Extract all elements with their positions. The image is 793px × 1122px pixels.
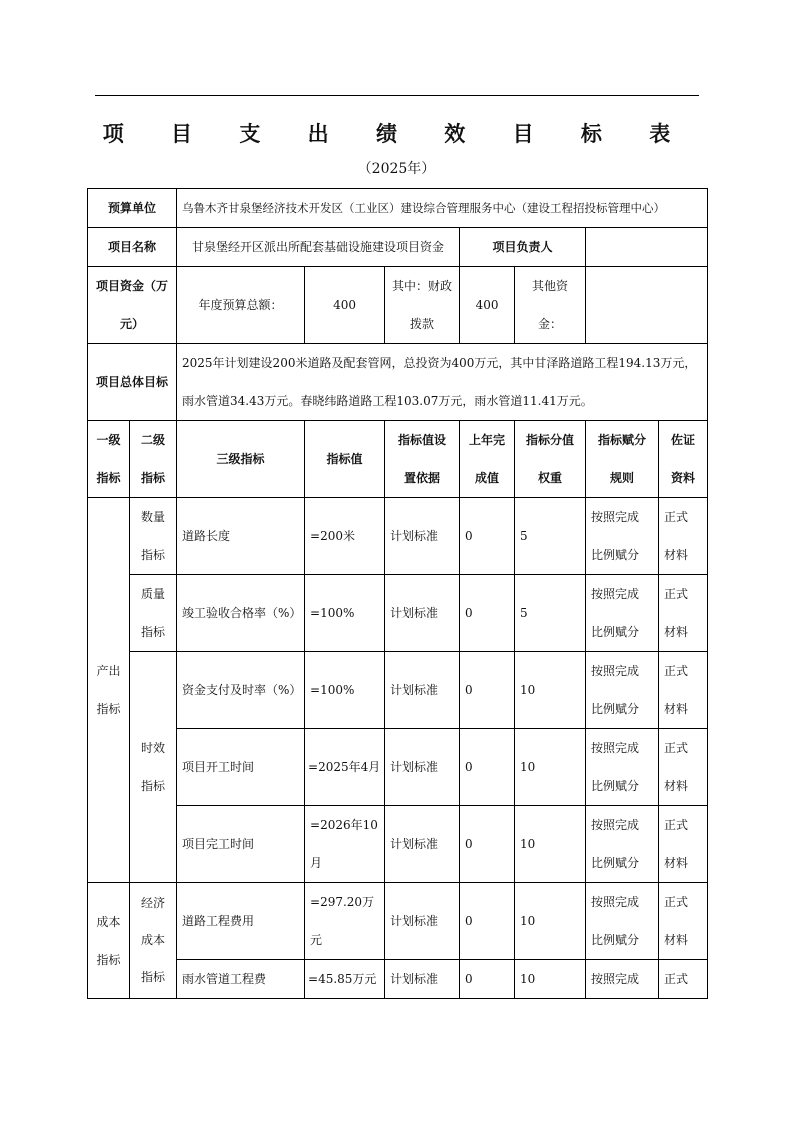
budget-unit-row	[88, 189, 708, 228]
indicator-rule-b: 比例赋分	[591, 548, 640, 562]
indicator-rule	[586, 806, 659, 883]
col-level3: 三级指标	[177, 421, 305, 498]
indicator-weight: 10	[515, 960, 586, 999]
indicator-evidence	[659, 652, 708, 729]
indicator-rule	[586, 729, 659, 806]
indicator-weight: 10	[515, 729, 586, 806]
goal-line2: 雨水管道34.43万元。春晓纬路道路工程103.07万元，雨水管道11.41万元。	[182, 394, 593, 408]
budget-unit-value: 乌鲁木齐甘泉堡经济技术开发区（工业区）建设综合管理服务中心（建设工程招投标管理中心）	[177, 189, 708, 228]
performance-table	[87, 188, 708, 999]
indicator-name: 竣工验收合格率（%）	[177, 575, 305, 652]
indicator-evidence-a: 正式	[664, 664, 689, 678]
indicator-weight: 10	[515, 652, 586, 729]
annual-budget-label: 年度预算总额：	[177, 267, 305, 344]
indicator-evidence	[659, 498, 708, 575]
project-lead-value	[586, 228, 708, 267]
group-economic-cost	[130, 883, 177, 999]
other-funds-value	[586, 267, 708, 344]
group-quality-b: 指标	[141, 625, 166, 639]
indicator-value: =2025年4月	[305, 729, 385, 806]
indicator-rule	[586, 575, 659, 652]
goal-line1: 2025年计划建设200米道路及配套管网，总投资为400万元，其中甘泽路道路工程194.13万元，	[182, 356, 697, 370]
indicator-basis: 计划标准	[385, 960, 460, 999]
indicator-rule	[586, 883, 659, 960]
col-basis-a: 指标值设	[398, 433, 447, 447]
indicator-rule: 按照完成	[586, 960, 659, 999]
indicator-value-b: 月	[310, 856, 323, 870]
indicator-rule-a: 按照完成	[591, 895, 640, 909]
table-row	[88, 498, 708, 575]
indicator-value: =45.85万元	[305, 960, 385, 999]
top-rule	[95, 95, 699, 96]
indicator-name: 雨水管道工程费	[177, 960, 305, 999]
indicator-value-a: =2026年10	[310, 818, 378, 832]
fiscal-value: 400	[460, 267, 515, 344]
table-row	[88, 960, 708, 999]
group-quality-a: 质量	[141, 587, 166, 601]
table-row	[88, 652, 708, 729]
group-quality	[130, 575, 177, 652]
col-rule-b: 规则	[610, 471, 635, 485]
indicator-evidence-a: 正式	[664, 510, 689, 524]
indicator-evidence-b: 材料	[664, 625, 689, 639]
indicator-rule-b: 比例赋分	[591, 856, 640, 870]
indicator-weight: 10	[515, 883, 586, 960]
page-title: 项 目 支 出 绩 效 目 标 表	[102, 122, 691, 146]
indicator-name: 资金支付及时率（%）	[177, 652, 305, 729]
indicator-weight: 5	[515, 498, 586, 575]
funds-row	[88, 267, 708, 344]
table-row	[88, 729, 708, 806]
other-funds-label	[515, 267, 586, 344]
fiscal-label-line1: 其中：财政	[392, 279, 453, 293]
other-label-line2: 金：	[538, 317, 563, 331]
indicator-name: 道路工程费用	[177, 883, 305, 960]
goal-label: 项目总体目标	[88, 344, 177, 421]
indicator-last: 0	[460, 883, 515, 960]
goal-row	[88, 344, 708, 421]
indicator-evidence-b: 材料	[664, 702, 689, 716]
indicator-basis: 计划标准	[385, 729, 460, 806]
col-basis-b: 置依据	[404, 471, 441, 485]
col-rule-a: 指标赋分	[598, 433, 647, 447]
indicator-evidence-b: 材料	[664, 856, 689, 870]
project-name-value: 甘泉堡经开区派出所配套基础设施建设项目资金	[177, 228, 460, 267]
col-last-a: 上年完	[469, 433, 506, 447]
annual-budget-value: 400	[305, 267, 385, 344]
indicator-last: 0	[460, 960, 515, 999]
col-last-b: 成值	[475, 471, 500, 485]
indicator-rule	[586, 652, 659, 729]
indicator-last: 0	[460, 806, 515, 883]
project-lead-label: 项目负责人	[460, 228, 586, 267]
group-time-b: 指标	[141, 779, 166, 793]
indicator-evidence-b: 材料	[664, 933, 689, 947]
indicator-evidence: 正式	[659, 960, 708, 999]
indicator-value-b: 元	[310, 933, 323, 947]
funds-label-line2: 元）	[120, 317, 145, 331]
indicator-evidence-b: 材料	[664, 779, 689, 793]
indicator-basis: 计划标准	[385, 883, 460, 960]
indicator-weight: 10	[515, 806, 586, 883]
table-row	[88, 806, 708, 883]
group-cost-b: 指标	[96, 952, 121, 967]
indicator-rule-b: 比例赋分	[591, 933, 640, 947]
indicator-weight: 5	[515, 575, 586, 652]
table-row	[88, 575, 708, 652]
group-quantity-b: 指标	[141, 548, 166, 562]
indicator-evidence-a: 正式	[664, 818, 689, 832]
indicator-rule-a: 按照完成	[591, 587, 640, 601]
col-weight	[515, 421, 586, 498]
group-time	[130, 652, 177, 883]
indicator-evidence-a: 正式	[664, 587, 689, 601]
col-level2-a: 二级	[141, 433, 166, 447]
indicator-rule-b: 比例赋分	[591, 625, 640, 639]
col-level1-a: 一级	[96, 433, 121, 447]
indicator-name: 道路长度	[177, 498, 305, 575]
group-output-a: 产出	[96, 664, 121, 678]
col-evidence-b: 资料	[671, 471, 696, 485]
indicator-evidence	[659, 729, 708, 806]
indicator-rule	[586, 498, 659, 575]
indicator-value	[305, 883, 385, 960]
funds-label-line1: 项目资金（万	[96, 279, 169, 293]
group-output-b: 指标	[96, 702, 121, 716]
indicator-basis: 计划标准	[385, 806, 460, 883]
indicator-evidence-a: 正式	[664, 741, 689, 755]
col-last	[460, 421, 515, 498]
indicator-rule-b: 比例赋分	[591, 779, 640, 793]
indicator-basis: 计划标准	[385, 652, 460, 729]
table-row	[88, 883, 708, 960]
indicator-last: 0	[460, 729, 515, 806]
indicator-value: =100%	[305, 652, 385, 729]
indicator-last: 0	[460, 575, 515, 652]
indicator-evidence	[659, 575, 708, 652]
indicator-value	[305, 498, 385, 575]
col-rule	[586, 421, 659, 498]
indicator-basis: 计划标准	[385, 575, 460, 652]
group-cost-a: 成本	[96, 914, 121, 929]
column-header-row	[88, 421, 708, 498]
indicator-rule-a: 按照完成	[591, 510, 640, 524]
indicator-name: 项目开工时间	[177, 729, 305, 806]
indicator-last: 0	[460, 652, 515, 729]
indicator-rule-a: 按照完成	[591, 664, 640, 678]
group-econ-a: 经济	[141, 896, 166, 910]
group-time-a: 时效	[141, 741, 166, 755]
col-value: 指标值	[305, 421, 385, 498]
indicator-value-a: =200米	[310, 529, 355, 543]
col-level2	[130, 421, 177, 498]
indicator-evidence	[659, 806, 708, 883]
indicator-basis: 计划标准	[385, 498, 460, 575]
col-weight-a: 指标分值	[526, 433, 575, 447]
indicator-value	[305, 806, 385, 883]
indicator-value: =100%	[305, 575, 385, 652]
indicator-value-a: =297.20万	[310, 895, 375, 909]
other-label-line1: 其他资	[532, 279, 569, 293]
col-level1	[88, 421, 130, 498]
project-name-row	[88, 228, 708, 267]
indicator-evidence-b: 材料	[664, 548, 689, 562]
col-level2-b: 指标	[141, 471, 166, 485]
group-econ-c: 指标	[141, 970, 166, 984]
col-basis	[385, 421, 460, 498]
group-quantity-a: 数量	[141, 510, 166, 524]
col-level1-b: 指标	[96, 471, 121, 485]
group-econ-b: 成本	[141, 933, 166, 947]
fiscal-label	[385, 267, 460, 344]
col-weight-b: 权重	[538, 471, 563, 485]
group-quantity	[130, 498, 177, 575]
indicator-rule-b: 比例赋分	[591, 702, 640, 716]
col-evidence-a: 佐证	[671, 433, 696, 447]
funds-label	[88, 267, 177, 344]
project-name-label: 项目名称	[88, 228, 177, 267]
indicator-rule-a: 按照完成	[591, 741, 640, 755]
goal-text	[177, 344, 708, 421]
year-subtitle: （2025年）	[357, 161, 436, 177]
budget-unit-label: 预算单位	[88, 189, 177, 228]
col-evidence	[659, 421, 708, 498]
group-output	[88, 498, 130, 883]
fiscal-label-line2: 拨款	[410, 317, 435, 331]
indicator-evidence	[659, 883, 708, 960]
indicator-last: 0	[460, 498, 515, 575]
indicator-rule-a: 按照完成	[591, 818, 640, 832]
group-cost	[88, 883, 130, 999]
indicator-name: 项目完工时间	[177, 806, 305, 883]
indicator-evidence-a: 正式	[664, 895, 689, 909]
